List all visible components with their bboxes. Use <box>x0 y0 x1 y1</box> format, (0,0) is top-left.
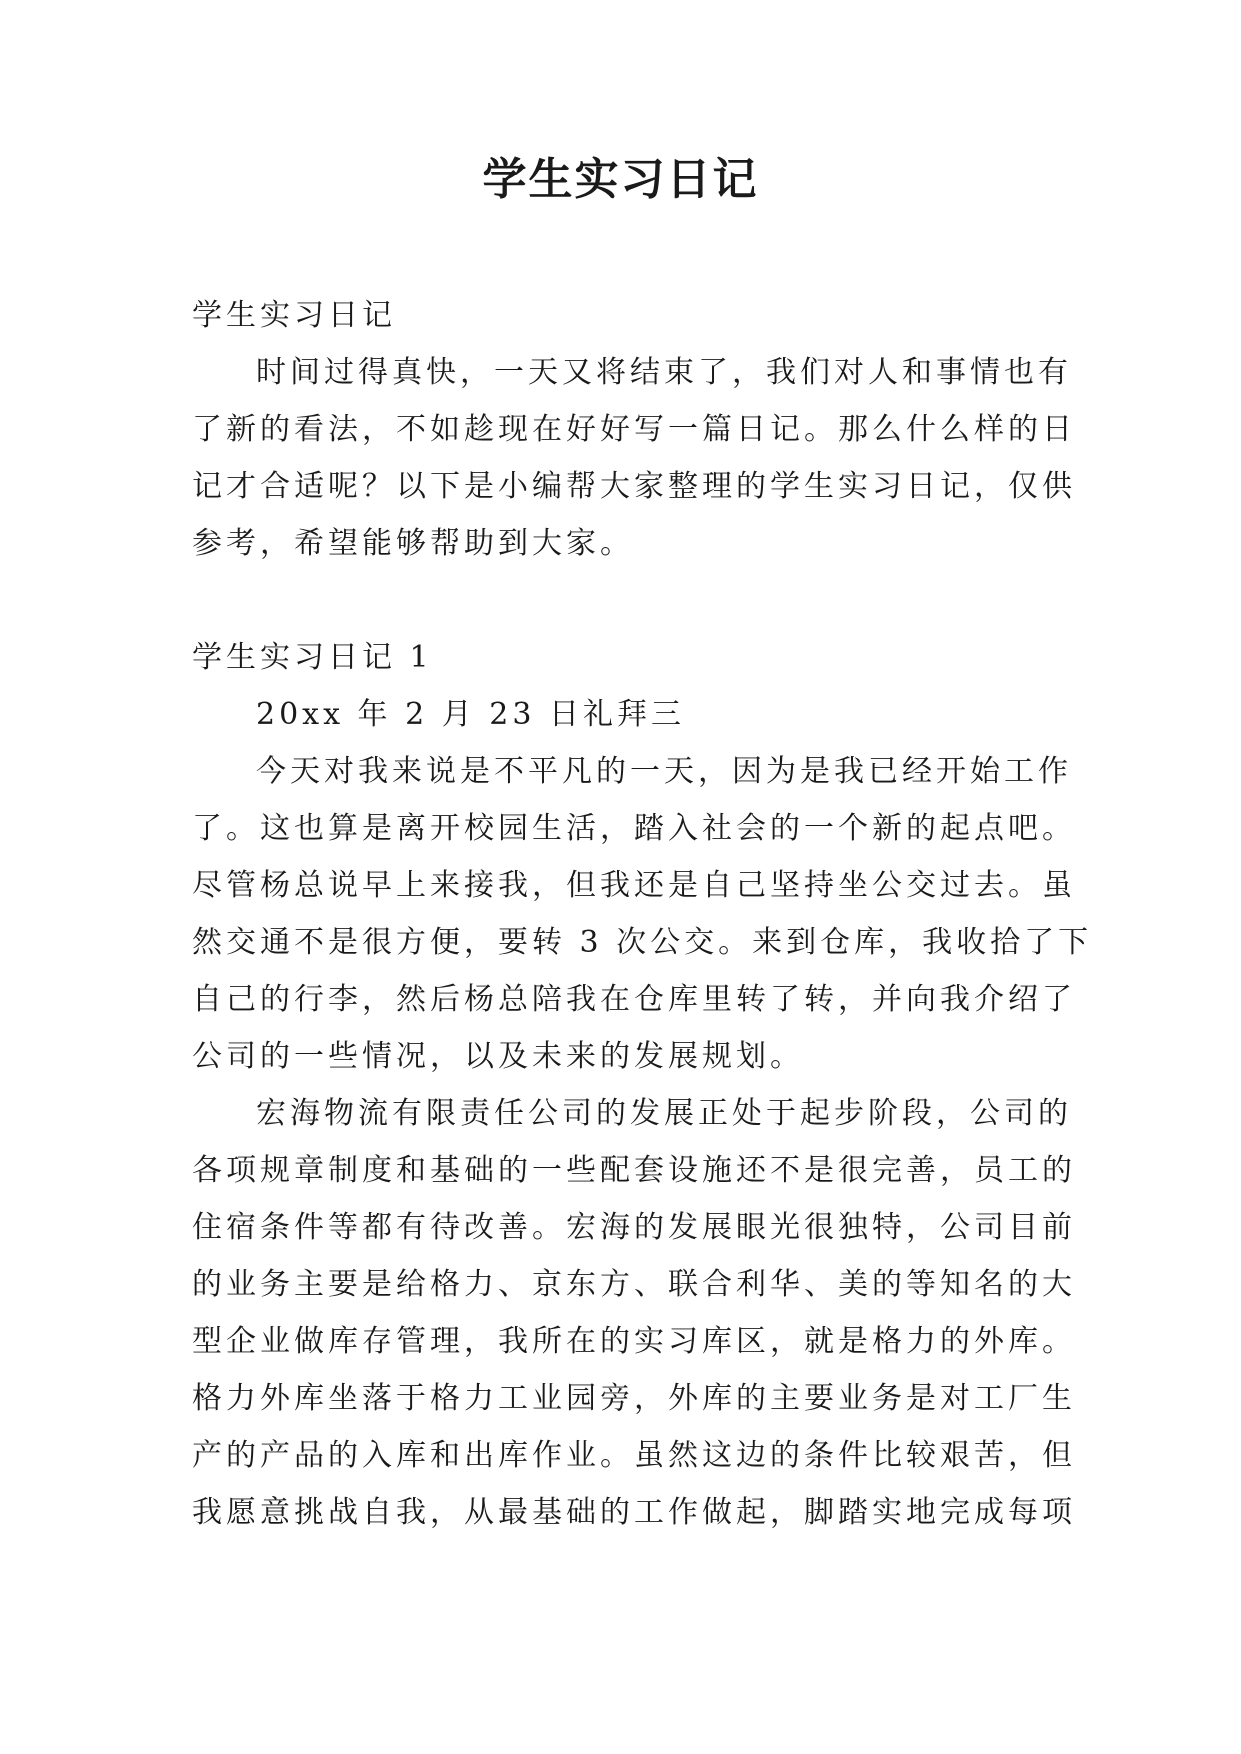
paragraph-line: 型企业做库存管理，我所在的实习库区，就是格力的外库。 <box>192 1324 1076 1359</box>
date-line <box>192 686 1054 743</box>
paragraph-line: 尽管杨总说早上来接我，但我还是自己坚持坐公交过去。虽 <box>192 868 1076 903</box>
body-heading: 学生实习日记 <box>192 298 396 333</box>
paragraph-line: 格力外库坐落于格力工业园旁，外库的主要业务是对工厂生 <box>192 1381 1076 1416</box>
document-body <box>192 287 1093 1541</box>
paragraph-line: 自己的行李，然后杨总陪我在仓库里转了转，并向我介绍了 <box>192 982 1076 1017</box>
date-text: 20xx 年 2 月 23 日礼拜三 <box>256 697 685 732</box>
paragraph-line: 我愿意挑战自我，从最基础的工作做起，脚踏实地完成每项 <box>192 1495 1076 1530</box>
paragraph-line: 产的产品的入库和出库作业。虽然这边的条件比较艰苦，但 <box>192 1438 1076 1473</box>
intro-line: 记才合适呢？以下是小编帮大家整理的学生实习日记，仅供 <box>192 469 1076 504</box>
paragraph-line: 的业务主要是给格力、京东方、联合利华、美的等知名的大 <box>192 1267 1076 1302</box>
intro-line: 时间过得真快，一天又将结束了，我们对人和事情也有 <box>256 355 1072 390</box>
paragraph-line: 然交通不是很方便，要转 3 次公交。来到仓库，我收拾了下 <box>192 925 1093 960</box>
paragraph-line: 住宿条件等都有待改善。宏海的发展眼光很独特，公司目前 <box>192 1210 1076 1245</box>
intro-line: 了新的看法，不如趁现在好好写一篇日记。那么什么样的日 <box>192 412 1076 447</box>
intro-paragraph <box>192 344 1076 572</box>
document-title: 学生实习日记 <box>482 154 759 205</box>
paragraph-line: 今天对我来说是不平凡的一天，因为是我已经开始工作 <box>256 754 1072 789</box>
diary-paragraph-1 <box>192 743 1093 1085</box>
paragraph-line: 了。这也算是离开校园生活，踏入社会的一个新的起点吧。 <box>192 811 1076 846</box>
section-heading: 学生实习日记 1 <box>192 640 433 675</box>
paragraph-line: 公司的一些情况，以及未来的发展规划。 <box>192 1039 804 1074</box>
paragraph-line: 宏海物流有限责任公司的发展正处于起步阶段，公司的 <box>256 1096 1072 1131</box>
diary-paragraph-2 <box>192 1085 1076 1541</box>
intro-line: 参考，希望能够帮助到大家。 <box>192 526 634 561</box>
paragraph-line: 各项规章制度和基础的一些配套设施还不是很完善，员工的 <box>192 1153 1076 1188</box>
